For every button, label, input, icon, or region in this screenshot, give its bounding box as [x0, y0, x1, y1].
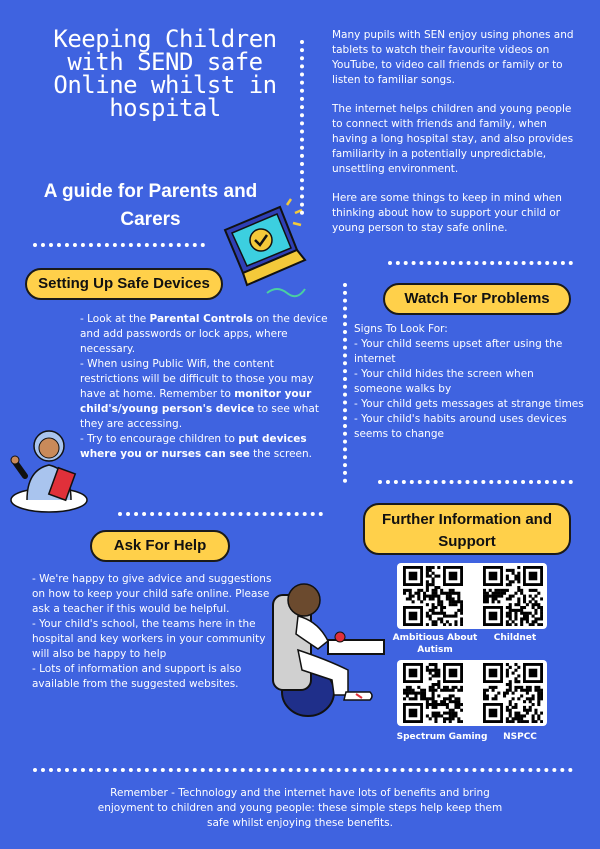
- setup-text: [80, 312, 330, 462]
- setup-item: - Try to encourage children to put devices where you or nurses can see the screen.: [80, 433, 312, 460]
- watch-item: - Your child seems upset after using the internet: [354, 338, 563, 365]
- qr-code-icon[interactable]: [483, 566, 543, 626]
- watch-item: - Your child hides the screen when someone walks by: [354, 368, 534, 395]
- help-item: - We're happy to give advice and suggestions on how to keep your child safe online. Please ask a teacher if this would be helpful.: [32, 573, 272, 615]
- child-tablet-illustration: [5, 418, 93, 518]
- help-item: - Your child's school, the teams here in the hospital and key workers in your community will also be happy to help: [32, 618, 266, 660]
- divider: [378, 480, 573, 484]
- watch-item: - Your child's habits around uses devices seems to change: [354, 413, 567, 440]
- page-title: Keeping Children with SEND safe Online whilst in hospital: [53, 25, 277, 122]
- laptop-icon: [225, 207, 305, 285]
- setup-item: - When using Public Wifi, the content restrictions will be difficult to those you may have at home. Remember to monitor your child's/young person's device to see what they are accessing.: [80, 358, 319, 430]
- setup-item: - Look at the Parental Controls on the device and add passwords or lock apps, where necessary.: [80, 313, 328, 355]
- wheelchair-illustration: [268, 570, 388, 720]
- intro-text: [332, 28, 582, 250]
- page-subtitle: A guide for Parents and Carers: [43, 181, 258, 230]
- qr-code-icon[interactable]: [403, 566, 463, 626]
- help-item: - Lots of information and support is also available from the suggested websites.: [32, 663, 242, 690]
- intro-paragraph: Here are some things to keep in mind when thinking about how to support your child or young person to stay safe online.: [332, 192, 562, 234]
- divider: [118, 512, 323, 516]
- qr-code-icon[interactable]: [483, 663, 543, 723]
- further-heading: Further Information and Support: [363, 503, 571, 555]
- intro-paragraph: Many pupils with SEN enjoy using phones and tablets to watch their favourite videos on YouTube, to video call friends or family or to listen to familiar songs.: [332, 29, 574, 86]
- qr-label: Ambitious About Autism: [392, 633, 478, 655]
- watch-intro: Signs To Look For:: [354, 323, 448, 335]
- qr-label: Childnet: [493, 633, 537, 643]
- help-text: [32, 572, 277, 692]
- help-heading: Ask For Help: [90, 530, 230, 562]
- watch-item: - Your child gets messages at strange times: [354, 398, 584, 410]
- footer-text: Remember - Technology and the internet have lots of benefits and bring enjoyment to children and young people: these simple steps help keep them safe whilst enjoying these benefits.: [97, 787, 503, 829]
- divider-vertical: [300, 40, 304, 215]
- watch-text: [354, 322, 584, 442]
- divider: [388, 261, 573, 265]
- divider: [33, 243, 205, 247]
- qr-code-icon[interactable]: [403, 663, 463, 723]
- divider-vertical: [343, 283, 347, 483]
- watch-heading: Watch For Problems: [383, 283, 571, 315]
- divider: [33, 768, 573, 772]
- setup-heading: Setting Up Safe Devices: [25, 268, 223, 300]
- intro-paragraph: The internet helps children and young people to connect with friends and family, when having a long hospital stay, and also provides familiarity in a potentially unpredictable, unsettling environment.: [332, 103, 574, 175]
- qr-label: NSPCC: [503, 732, 537, 742]
- qr-label: Spectrum Gaming: [396, 732, 488, 742]
